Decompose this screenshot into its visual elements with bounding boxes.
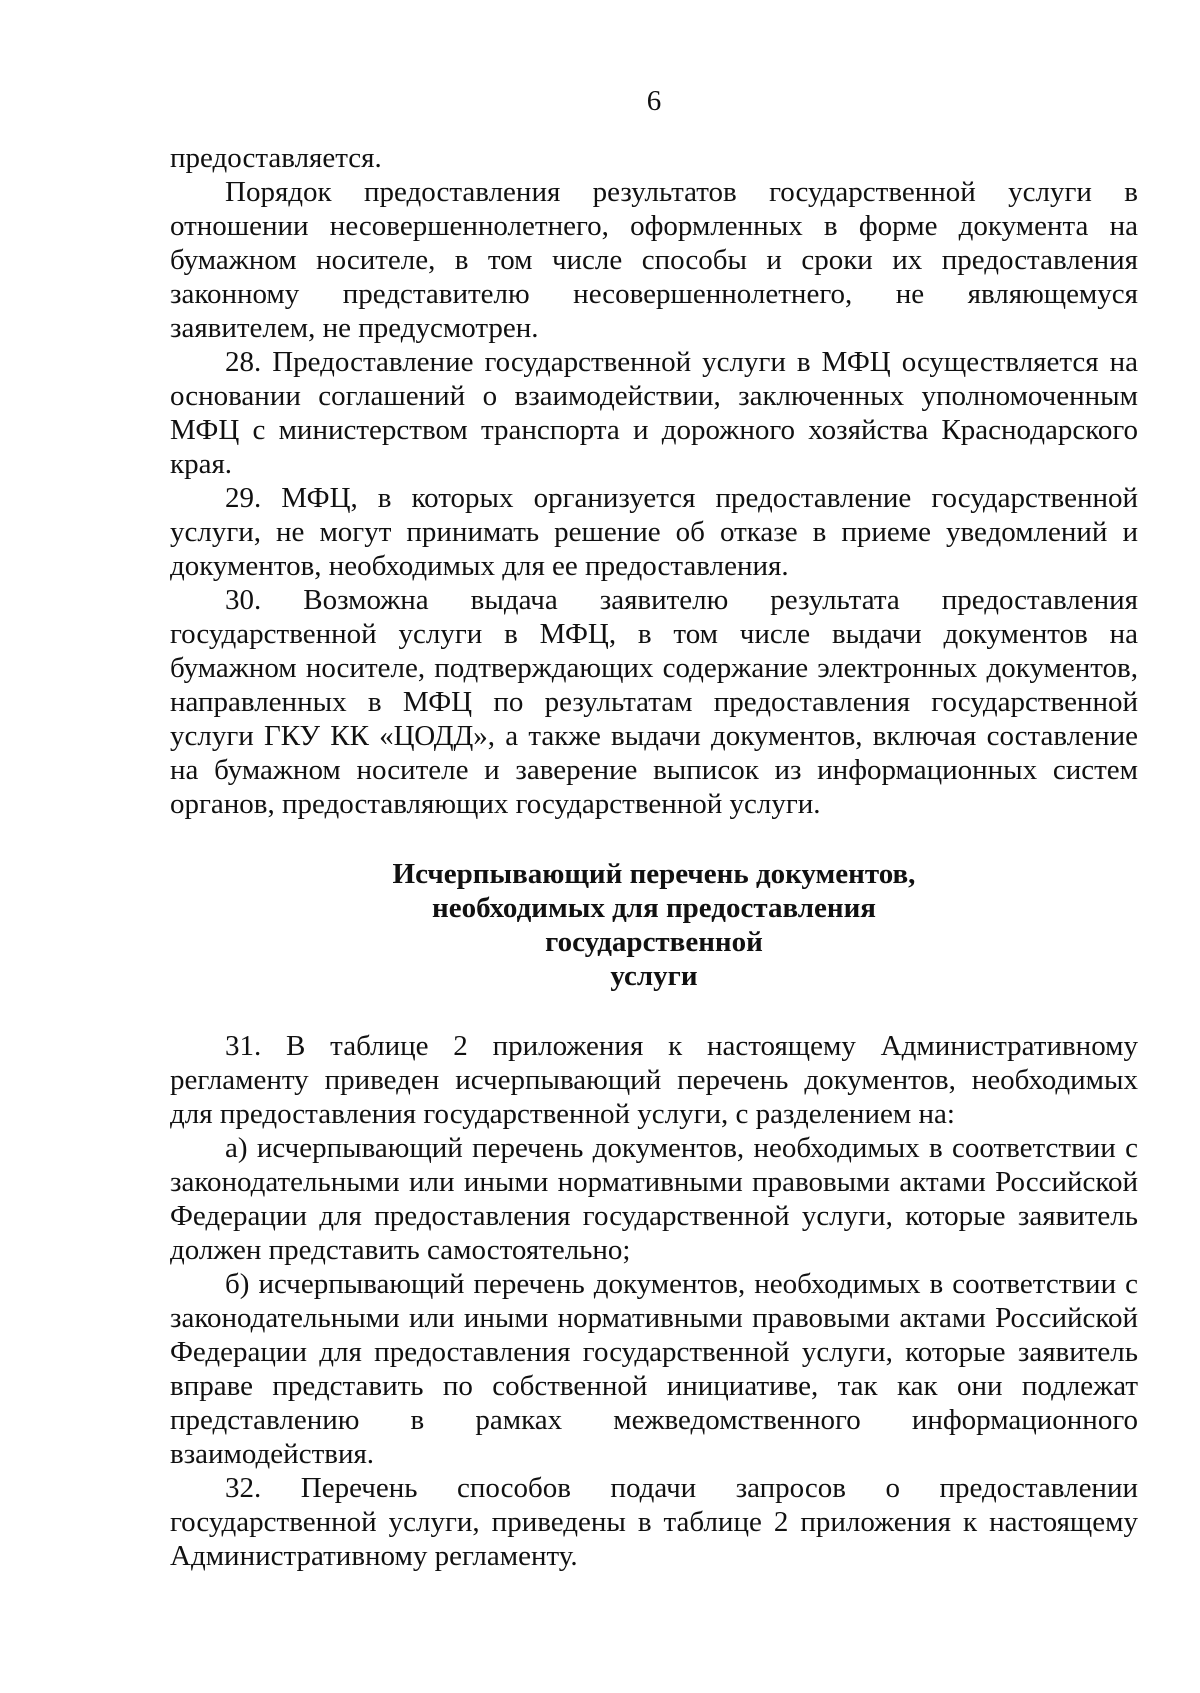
paragraph-31-b: б) исчерпывающий перечень документов, необходимых в соответствии с законодательными или иными нормативными правовыми актами Российской Федерации для предоставления государственной услуги, которые заявитель вправе представить по собственной инициативе, так как они подлежат представлению в рамках межведомственного информационного взаимодействия. xyxy=(170,1268,1138,1470)
paragraph-minor-results-order: Порядок предоставления результатов государственной услуги в отношении несовершеннолетнего, оформленных в форме документа на бумажном носителе, в том числе способы и сроки их предоставления законному представителю несовершеннолетнего, не являющемуся заявителем, не предусмотрен. xyxy=(170,176,1138,344)
paragraph-29: 29. МФЦ, в которых организуется предоставление государственной услуги, не могут принимать решение об отказе в приеме уведомлений и документов, необходимых для ее предоставления. xyxy=(170,482,1138,582)
section-heading-line-1: Исчерпывающий перечень документов, xyxy=(392,858,916,890)
paragraph-32: 32. Перечень способов подачи запросов о предоставлении государственной услуги, приведены в таблице 2 приложения к настоящему Административному регламенту. xyxy=(170,1472,1138,1572)
paragraph-31: 31. В таблице 2 приложения к настоящему Административному регламенту приведен исчерпывающий перечень документов, необходимых для предоставления государственной услуги, с разделением на: xyxy=(170,1030,1138,1130)
document-page xyxy=(170,0,1138,1693)
document-body xyxy=(170,141,1138,1573)
section-heading xyxy=(170,857,1138,993)
paragraph-continuation: предоставляется. xyxy=(170,142,382,174)
section-heading-line-3: услуги xyxy=(610,960,698,992)
section-heading-line-2: необходимых для предоставления государственной xyxy=(432,892,876,958)
paragraph-31-a: а) исчерпывающий перечень документов, необходимых в соответствии с законодательными или иными нормативными правовыми актами Российской Федерации для предоставления государственной услуги, которые заявитель должен представить самостоятельно; xyxy=(170,1132,1138,1266)
paragraph-28: 28. Предоставление государственной услуги в МФЦ осуществляется на основании соглашений о взаимодействии, заключенных уполномоченным МФЦ с министерством транспорта и дорожного хозяйства Краснодарского края. xyxy=(170,346,1138,480)
page-number: 6 xyxy=(646,85,662,117)
paragraph-30: 30. Возможна выдача заявителю результата предоставления государственной услуги в МФЦ, в том числе выдачи документов на бумажном носителе, подтверждающих содержание электронных документов, направленных в МФЦ по результатам предоставления государственной услуги ГКУ КК «ЦОДД», а также выдачи документов, включая составление на бумажном носителе и заверение выписок из информационных систем органов, предоставляющих государственной услуги. xyxy=(170,584,1138,820)
